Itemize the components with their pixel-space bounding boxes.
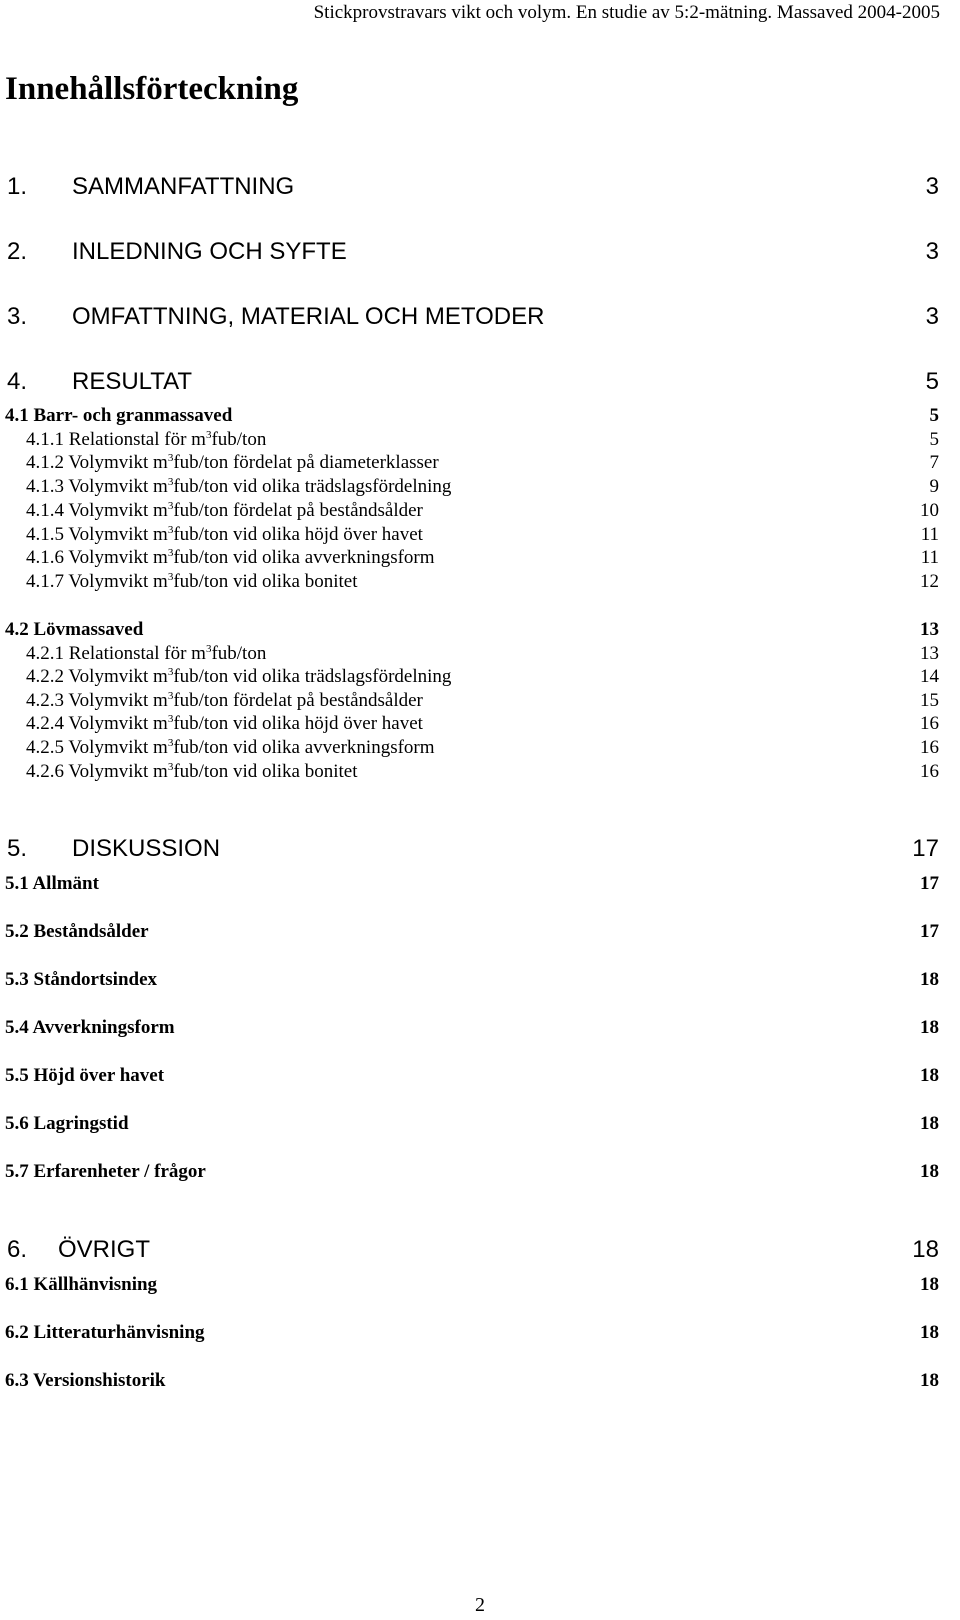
toc-entry-page: 16 (920, 737, 939, 758)
toc-entry-label: 4.2.5 Volymvikt $m^3fub$/ton vid olika avverkningsform (26, 737, 435, 758)
toc-entry-page: 16 (920, 713, 939, 734)
toc-entry-number: 4. (7, 368, 28, 395)
toc-entry-label: 6.1 Källhänvisning (5, 1274, 158, 1295)
toc-entry-page: 5 (929, 429, 939, 450)
toc-entry-page: 12 (920, 571, 939, 592)
toc-entry-page: 17 (920, 873, 939, 894)
toc-entry-label: 4.2.4 Volymvikt $m^3fub$/ton vid olika höjd över havet (26, 713, 423, 734)
toc-entry-label: 4.1.3 Volymvikt $m^3fub$/ton vid olika trädslagsfördelning (26, 476, 452, 497)
toc-entry-page: 18 (920, 1161, 939, 1182)
toc-entry-label: 5.6 Lagringstid (5, 1113, 129, 1134)
toc-title: Innehållsförteckning (5, 71, 299, 107)
toc-entry-page: 15 (920, 690, 939, 711)
toc-entry-label: 5.1 Allmänt (5, 873, 99, 894)
toc-entry-page: 18 (920, 1322, 939, 1343)
toc-entry-label: 6.3 Versionshistorik (5, 1370, 166, 1391)
toc-entry-label: 4.2.1 Relationstal för $m^3fub$/ton (26, 643, 267, 664)
toc-entry-label: 4.2.2 Volymvikt $m^3fub$/ton vid olika trädslagsfördelning (26, 666, 452, 687)
toc-entry-1[interactable] (0, 173, 960, 203)
toc-entry-page: 18 (920, 1017, 939, 1038)
toc-entry-3[interactable] (0, 303, 960, 333)
toc-entry-page: 18 (920, 969, 939, 990)
toc-entry-label: RESULTAT (72, 368, 193, 395)
toc-entry-label: 5.3 Ståndortsindex (5, 969, 158, 990)
toc-entry-5-6[interactable] (0, 1113, 960, 1143)
toc-entry-5-3[interactable] (0, 969, 960, 999)
page-number: 2 (475, 1594, 485, 1616)
toc-entry-number: 3. (7, 303, 28, 330)
toc-entry-page: 18 (920, 1370, 939, 1391)
toc-entry-label: INLEDNING OCH SYFTE (72, 238, 347, 265)
toc-entry-label: 4.1.2 Volymvikt $m^3fub$/ton fördelat på diameterklasser (26, 452, 439, 473)
toc-entry-label: 4.1.4 Volymvikt $m^3fub$/ton fördelat på beståndsålder (26, 500, 423, 521)
toc-entry-page: 3 (925, 173, 939, 200)
toc-entry-label: 6.2 Litteraturhänvisning (5, 1322, 205, 1343)
toc-entry-page: 3 (925, 238, 939, 265)
toc-entry-page: 10 (920, 500, 939, 521)
toc-entry-page: 16 (920, 761, 939, 782)
toc-entry-page: 14 (920, 666, 939, 687)
toc-entry-number: 5. (7, 835, 28, 862)
toc-entry-page: 3 (925, 303, 939, 330)
toc-entry-page: 5 (929, 405, 939, 426)
toc-entry-label: DISKUSSION (72, 835, 221, 862)
toc-entry-label: 4.1.5 Volymvikt $m^3fub$/ton vid olika höjd över havet (26, 524, 423, 545)
toc-entry-label: 4.2 Lövmassaved (5, 619, 144, 640)
toc-entry-page: 9 (929, 476, 939, 497)
toc-entry-label: SAMMANFATTNING (72, 173, 295, 200)
toc-entry-5-5[interactable] (0, 1065, 960, 1095)
toc-entry-label: 5.4 Avverkningsform (5, 1017, 175, 1038)
toc-entry-page: 5 (925, 368, 939, 395)
toc-entry-number: 6. (7, 1236, 28, 1263)
toc-entry-page: 18 (920, 1113, 939, 1134)
toc-entry-6-1[interactable] (0, 1274, 960, 1304)
toc-entry-6-2[interactable] (0, 1322, 960, 1352)
toc-entry-label: 5.7 Erfarenheter / frågor (5, 1161, 206, 1182)
toc-entry-label: 4.1.7 Volymvikt $m^3fub$/ton vid olika bonitet (26, 571, 358, 592)
toc-entry-4-1-7[interactable] (0, 571, 960, 601)
toc-entry-page: 13 (920, 619, 939, 640)
toc-entry-5-4[interactable] (0, 1017, 960, 1047)
running-header: Stickprovstravars vikt och volym. En studie av 5:2-mätning. Massaved 2004-2005 (313, 2, 940, 23)
toc-entry-page: 17 (920, 921, 939, 942)
toc-entry-label: 5.2 Beståndsålder (5, 921, 149, 942)
toc-entry-2[interactable] (0, 238, 960, 268)
toc-entry-page: 18 (920, 1274, 939, 1295)
toc-entry-5-7[interactable] (0, 1161, 960, 1191)
toc-entry-label: 4.2.6 Volymvikt $m^3fub$/ton vid olika bonitet (26, 761, 358, 782)
toc-entry-page: 11 (920, 524, 939, 545)
toc-entry-page: 7 (929, 452, 939, 473)
toc-entry-label: 5.5 Höjd över havet (5, 1065, 165, 1086)
toc-entry-5[interactable] (0, 835, 960, 865)
toc-entry-label: 4.2.3 Volymvikt $m^3fub$/ton fördelat på beståndsålder (26, 690, 423, 711)
toc-entry-4-2-6[interactable] (0, 761, 960, 791)
toc-entry-number: 1. (7, 173, 28, 200)
toc-entry-page: 18 (912, 1236, 939, 1263)
toc-entry-page: 17 (912, 835, 939, 862)
toc-entry-5-1[interactable] (0, 873, 960, 903)
toc-entry-label: ÖVRIGT (58, 1236, 151, 1263)
toc-entry-4[interactable] (0, 368, 960, 398)
toc-entry-6[interactable] (0, 1236, 960, 1266)
toc-entry-number: 2. (7, 238, 28, 265)
toc-entry-label: 4.1.1 Relationstal för $m^3fub$/ton (26, 429, 267, 450)
toc-entry-label: 4.1.6 Volymvikt $m^3fub$/ton vid olika avverkningsform (26, 547, 435, 568)
toc-entry-page: 13 (920, 643, 939, 664)
toc-entry-5-2[interactable] (0, 921, 960, 951)
toc-entry-label: OMFATTNING, MATERIAL OCH METODER (72, 303, 545, 330)
toc-entry-label: 4.1 Barr- och granmassaved (5, 405, 233, 426)
toc-entry-6-3[interactable] (0, 1370, 960, 1400)
toc-entry-page: 18 (920, 1065, 939, 1086)
toc-entry-page: 11 (920, 547, 939, 568)
